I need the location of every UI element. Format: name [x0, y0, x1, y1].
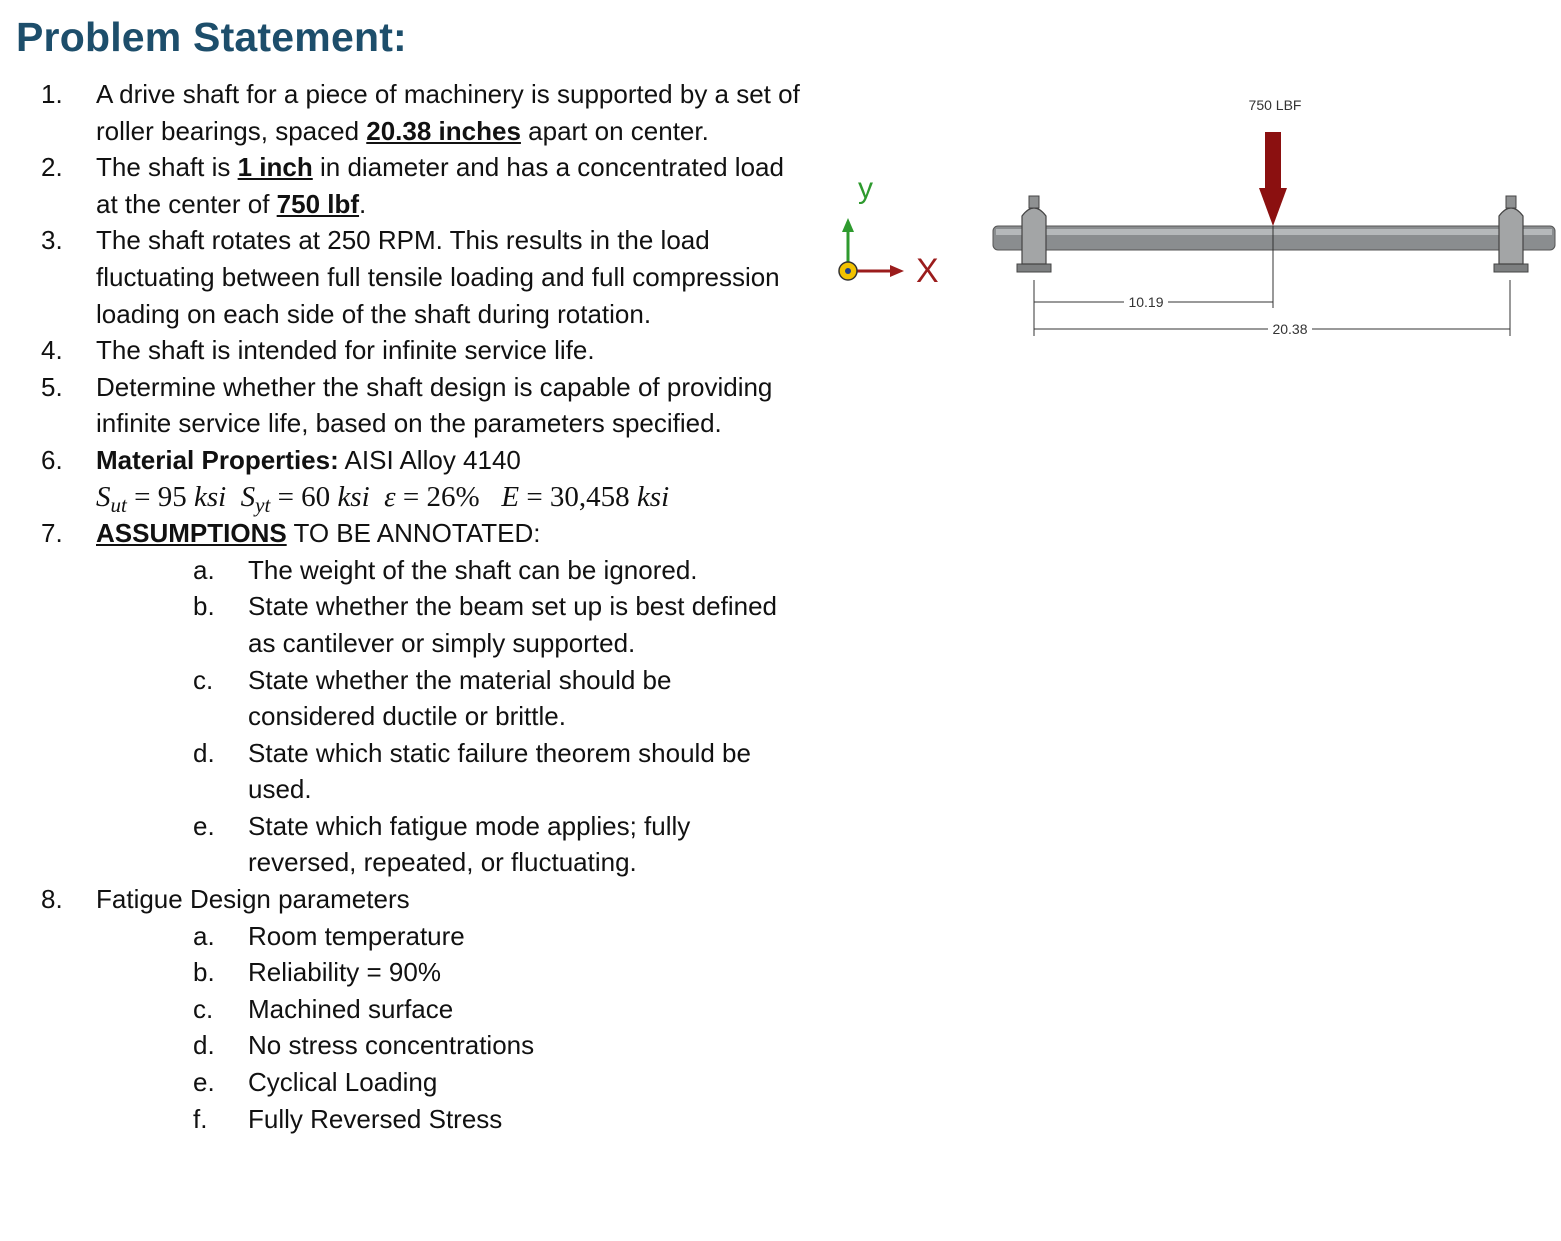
modulus-unit: ksi [636, 480, 670, 513]
assumption-item [0, 552, 800, 589]
modulus-symbol: E [501, 480, 520, 513]
syt-symbol: S [240, 480, 256, 513]
page-title: Problem Statement: [16, 14, 407, 60]
load-arrow-shaft [1265, 132, 1281, 188]
bearing-grease-fitting [1506, 196, 1516, 208]
bearing-spacing-value: 20.38 inches [366, 115, 521, 146]
sub-text: No stress concentrations [248, 1030, 535, 1061]
item-number: 4. [41, 335, 63, 366]
sub-letter: f. [193, 1103, 208, 1134]
problem-list [0, 76, 800, 1137]
list-item-7 [0, 515, 800, 552]
sub-letter: a. [193, 920, 215, 951]
sub-text: Fully Reversed Stress [248, 1103, 503, 1134]
load-value: 750 lbf [276, 188, 360, 219]
fatigue-item [0, 991, 800, 1028]
shaft-highlight [996, 229, 1552, 235]
item-number: 5. [41, 371, 63, 402]
list-item-4 [0, 332, 800, 369]
fatigue-item [0, 1027, 800, 1064]
left-bearing [1017, 196, 1051, 272]
sub-text: State which static failure theorem should be used. [248, 737, 751, 805]
item-number: 3. [41, 225, 63, 256]
item-text: A drive shaft for a piece of machinery is supported by a set of roller bearings, spaced [96, 79, 800, 146]
sub-text: Room temperature [248, 920, 465, 951]
bearing-base [1017, 264, 1051, 272]
sut-subscript: ut [110, 492, 127, 517]
item-text: The shaft rotates at 250 RPM. This results in the load fluctuating between full tensile loading and full compression loading on each side of the shaft during rotation. [96, 225, 780, 329]
assumptions-label: ASSUMPTIONS [96, 518, 287, 549]
sub-letter: e. [193, 810, 215, 841]
elongation-symbol: ε [384, 480, 396, 513]
load-label: 750 LBF [1248, 97, 1302, 113]
sub-text: Cyclical Loading [248, 1067, 438, 1098]
assumption-item [0, 588, 800, 661]
sub-text: Reliability = 90% [248, 957, 441, 988]
fatigue-item [0, 918, 800, 955]
list-item-3 [0, 222, 800, 332]
fatigue-item [0, 1101, 800, 1138]
sub-letter: c. [193, 993, 214, 1024]
item-number: 6. [41, 444, 63, 475]
sub-letter: b. [193, 957, 215, 988]
bearing-housing [1022, 208, 1046, 264]
bearing-housing [1499, 208, 1523, 264]
origin-center [845, 268, 851, 274]
sub-text: Machined surface [248, 993, 454, 1024]
sub-text: State which fatigue mode applies; fully reversed, repeated, or fluctuating. [248, 810, 691, 878]
item-text: TO BE ANNOTATED: [286, 518, 541, 549]
assumption-item [0, 808, 800, 881]
sut-value: = 95 [126, 480, 194, 513]
x-axis-label: X [916, 252, 939, 290]
item-text: in diameter and has a concentrated load at the center of [96, 152, 784, 219]
syt-subscript: yt [255, 492, 271, 517]
right-bearing [1494, 196, 1528, 272]
fatigue-item [0, 954, 800, 991]
item-number: 1. [41, 79, 63, 109]
sub-letter: d. [193, 737, 215, 768]
material-equation [96, 479, 800, 516]
sub-text: State whether the beam set up is best defined as cantilever or simply supported. [248, 591, 778, 658]
item-number: 8. [41, 884, 63, 915]
x-axis-arrowhead [890, 265, 904, 277]
sub-letter: a. [193, 554, 215, 585]
material-properties-label: Material Properties: [96, 444, 339, 475]
item-text: The shaft is intended for infinite service life. [96, 335, 595, 366]
coordinate-axes [839, 172, 939, 290]
bearing-grease-fitting [1029, 196, 1039, 208]
load-arrow-head [1259, 188, 1287, 226]
syt-value: = 60 [270, 480, 338, 513]
list-item-2 [0, 149, 800, 222]
shaft-diagram [828, 84, 1558, 359]
sub-letter: d. [193, 1030, 215, 1061]
item-text: Determine whether the shaft design is capable of providing infinite service life, based on the parameters specified. [96, 371, 773, 439]
load-arrow [1249, 97, 1302, 226]
assumption-item [0, 735, 800, 808]
fatigue-item [0, 1064, 800, 1101]
full-dimension-label: 20.38 [1272, 321, 1308, 337]
material-name: AISI Alloy 4140 [338, 444, 521, 475]
assumption-item [0, 662, 800, 735]
item-text: . [359, 188, 367, 219]
bearing-base [1494, 264, 1528, 272]
item-text: The shaft is [96, 152, 238, 183]
sub-letter: b. [193, 591, 215, 622]
half-dimension-label: 10.19 [1128, 294, 1164, 310]
item-text: Fatigue Design parameters [96, 884, 410, 915]
list-item-1 [0, 76, 800, 149]
list-item-5 [0, 369, 800, 442]
y-axis-arrowhead [842, 218, 854, 232]
syt-unit: ksi [337, 480, 370, 513]
sub-letter: c. [193, 664, 214, 695]
item-text: apart on center. [520, 115, 709, 146]
modulus-value: = 30,458 [519, 480, 637, 513]
diameter-value: 1 inch [237, 152, 313, 183]
sut-unit: ksi [193, 480, 227, 513]
sub-letter: e. [193, 1067, 215, 1098]
sub-text: The weight of the shaft can be ignored. [248, 554, 698, 585]
y-axis-label: y [858, 172, 873, 205]
list-item-8 [0, 881, 800, 918]
item-number: 2. [41, 152, 63, 183]
shaft-diagram-svg [828, 84, 1558, 354]
sut-symbol: S [96, 480, 111, 513]
list-item-6 [0, 442, 800, 515]
sub-text: State whether the material should be considered ductile or brittle. [248, 664, 672, 732]
shaft [993, 226, 1555, 250]
item-number: 7. [41, 518, 63, 549]
elongation-value: = 26% [395, 480, 480, 513]
